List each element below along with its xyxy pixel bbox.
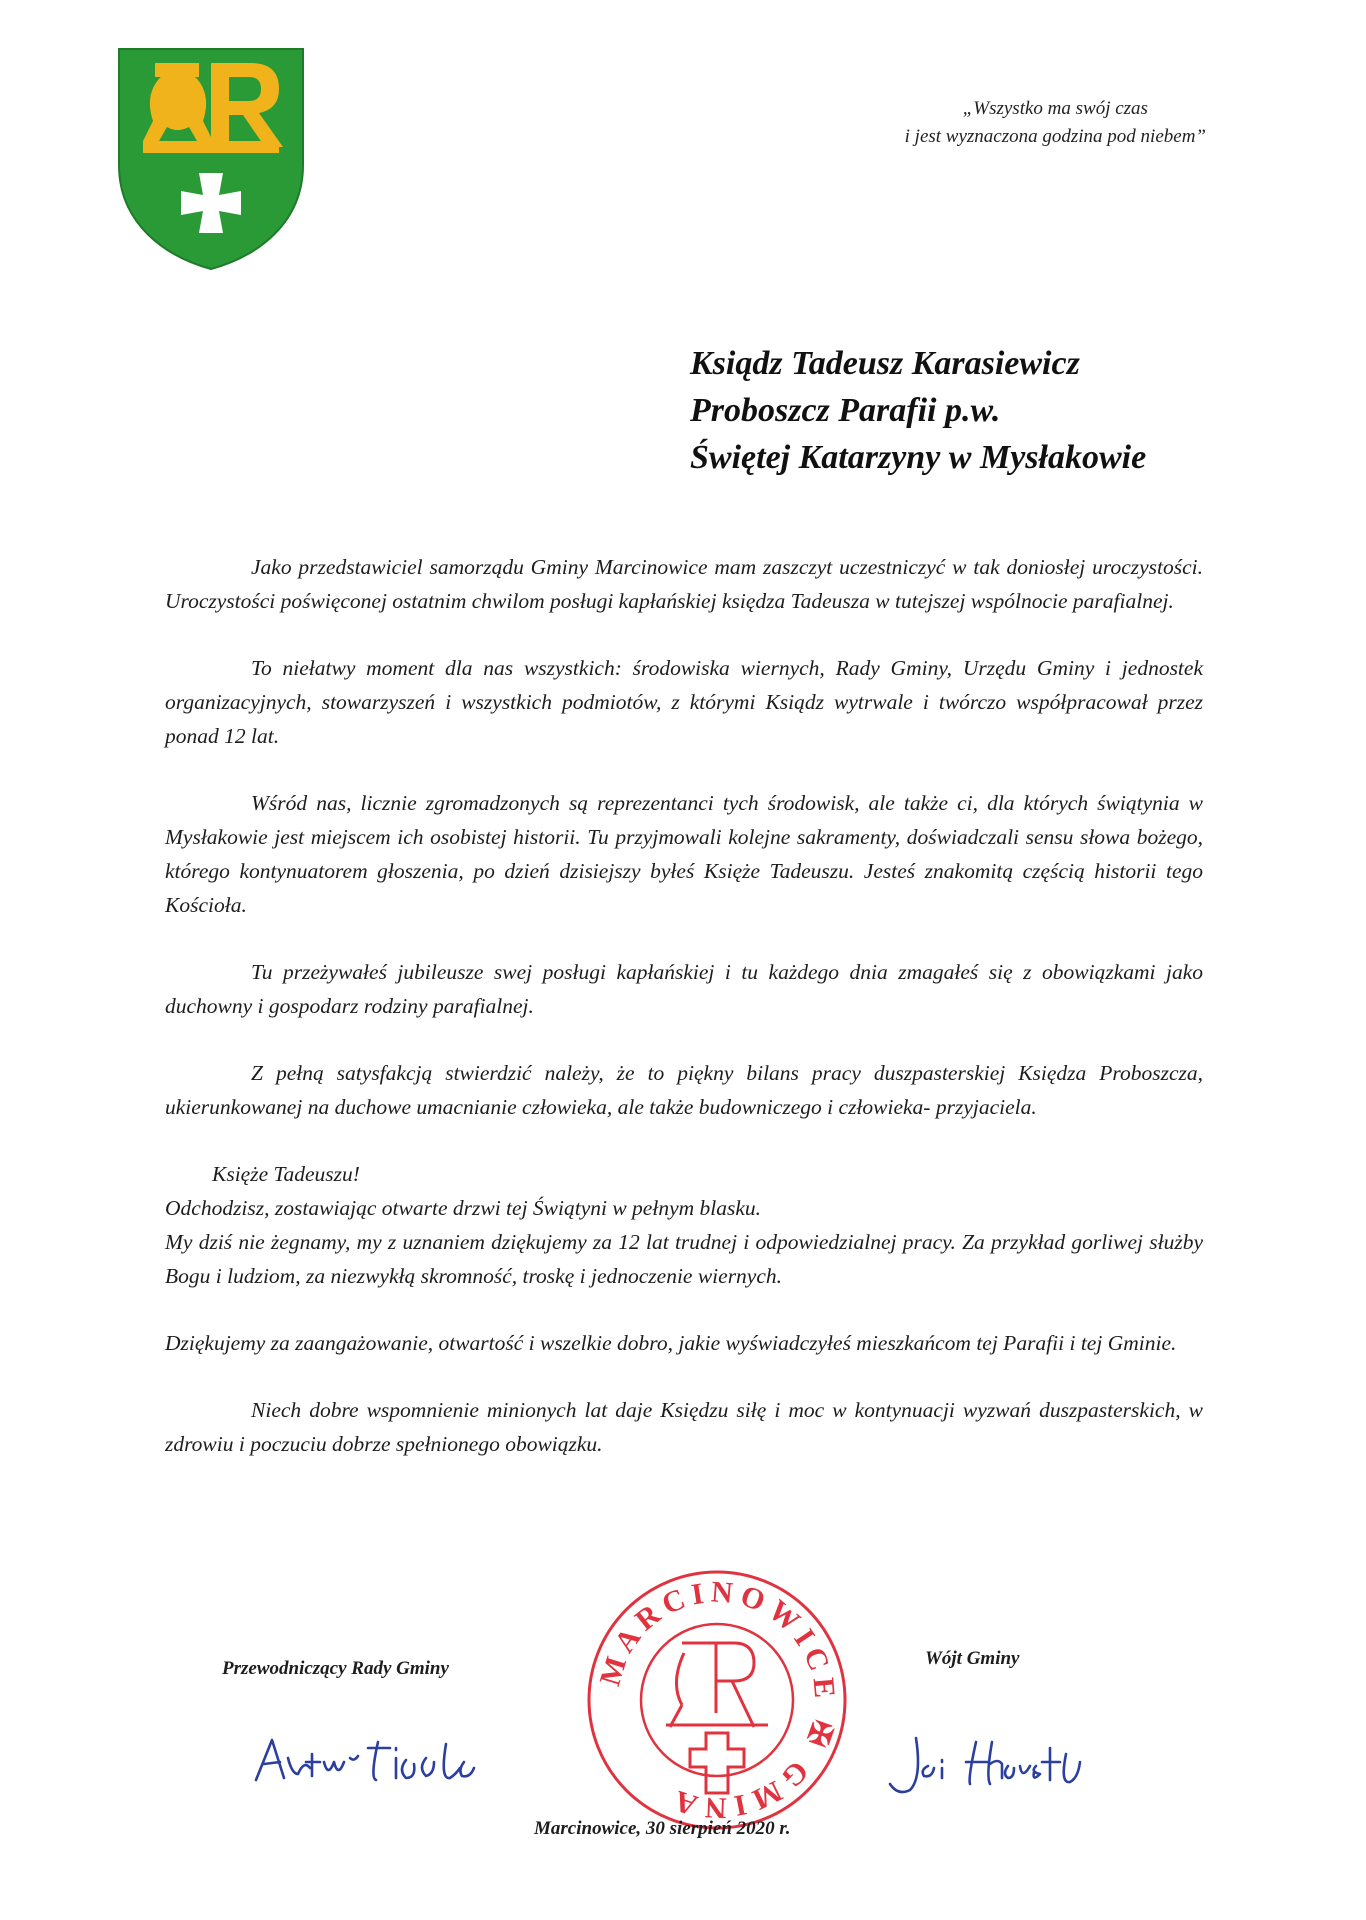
date-place: Marcinowice, 30 sierpień 2020 r. (534, 1818, 791, 1839)
council-chair-signature (250, 1718, 495, 1798)
recipient-block (690, 340, 1146, 481)
paragraph-7: Dziękujemy za zaangażowanie, otwartość i wszelkie dobro, jakie wyświadczyłeś mieszkańcom tej Parafii i tej Gminie. (165, 1331, 1177, 1355)
paragraph-6-line-2: Odchodzisz, zostawiając otwarte drzwi tej Świątyni w pełnym blasku. (165, 1196, 762, 1220)
motto-quote (905, 95, 1206, 151)
paragraph-3: Wśród nas, licznie zgromadzonych są reprezentanci tych środowisk, ale także ci, dla których świątynia w Mysłakowie jest miejscem ich osobistej historii. Tu przyjmowali kolejne sakramenty, doświadczali sensu słowa bożego, którego kontynuatorem głoszenia, po dzień dzisiejszy byłeś Księże Tadeuszu. Jesteś znakomitą częścią historii tego Kościoła. (165, 791, 1203, 917)
motto-line-1: „Wszystko ma swój czas (962, 98, 1148, 119)
coat-of-arms-logo (115, 45, 307, 273)
letter-body (165, 550, 1203, 1494)
salutation: Księże Tadeuszu! (212, 1162, 360, 1186)
paragraph-2: To niełatwy moment dla nas wszystkich: środowiska wiernych, Rady Gminy, Urzędu Gminy i jednostek organizacyjnych, stowarzyszeń i wszystkich podmiotów, z którymi Ksiądz wytrwale i twórczo współpracował przez ponad 12 lat. (165, 656, 1203, 748)
paragraph-5: Z pełną satysfakcją stwierdzić należy, że to piękny bilans pracy duszpasterskiej Księdza Proboszcza, ukierunkowanej na duchowe umacnianie człowieka, ale także budowniczego i człowieka- przyjaciela. (165, 1061, 1203, 1119)
paragraph-8: Niech dobre wspomnienie minionych lat daje Księdzu siłę i moc w kontynuacji wyzwań duszpasterskich, w zdrowiu i poczuciu dobrze spełnionego obowiązku. (165, 1398, 1203, 1456)
mayor-title: Wójt Gminy (925, 1648, 1020, 1669)
paragraph-4: Tu przeżywałeś jubileusze swej posługi kapłańskiej i tu każdego dnia zmagałeś się z obowiązkami jako duchowny i gospodarz rodziny parafialnej. (165, 960, 1203, 1018)
recipient-title: Proboszcz Parafii p.w. (690, 392, 1001, 429)
motto-line-2: i jest wyznaczona godzina pod niebem” (904, 126, 1206, 147)
recipient-parish: Świętej Katarzyny w Mysłakowie (690, 439, 1147, 476)
recipient-name: Ksiądz Tadeusz Karasiewicz (690, 345, 1080, 382)
paragraph-1: Jako przedstawiciel samorządu Gminy Marcinowice mam zaszczyt uczestniczyć w tak doniosłej uroczystości. Uroczystości poświęconej ostatnim chwilom posługi kapłańskiej księdza Tadeusza w tutejszej wspólnocie parafialnej. (165, 555, 1203, 613)
mayor-signature (888, 1722, 1103, 1802)
official-seal-stamp (582, 1565, 852, 1835)
paragraph-6 (165, 1157, 1203, 1293)
council-chair-title: Przewodniczący Rady Gminy (222, 1658, 449, 1679)
svg-text:MARCINOWICE ✠ GMINA: MARCINOWICE ✠ GMINA (593, 1575, 842, 1825)
paragraph-6-line-3: My dziś nie żegnamy, my z uznaniem dziękujemy za 12 lat trudnej i odpowiedzialnej pracy. Za przykład gorliwej służby Bogu i ludziom, za niezwykłą skromność, troskę i jednoczenie wiernych. (165, 1230, 1203, 1288)
